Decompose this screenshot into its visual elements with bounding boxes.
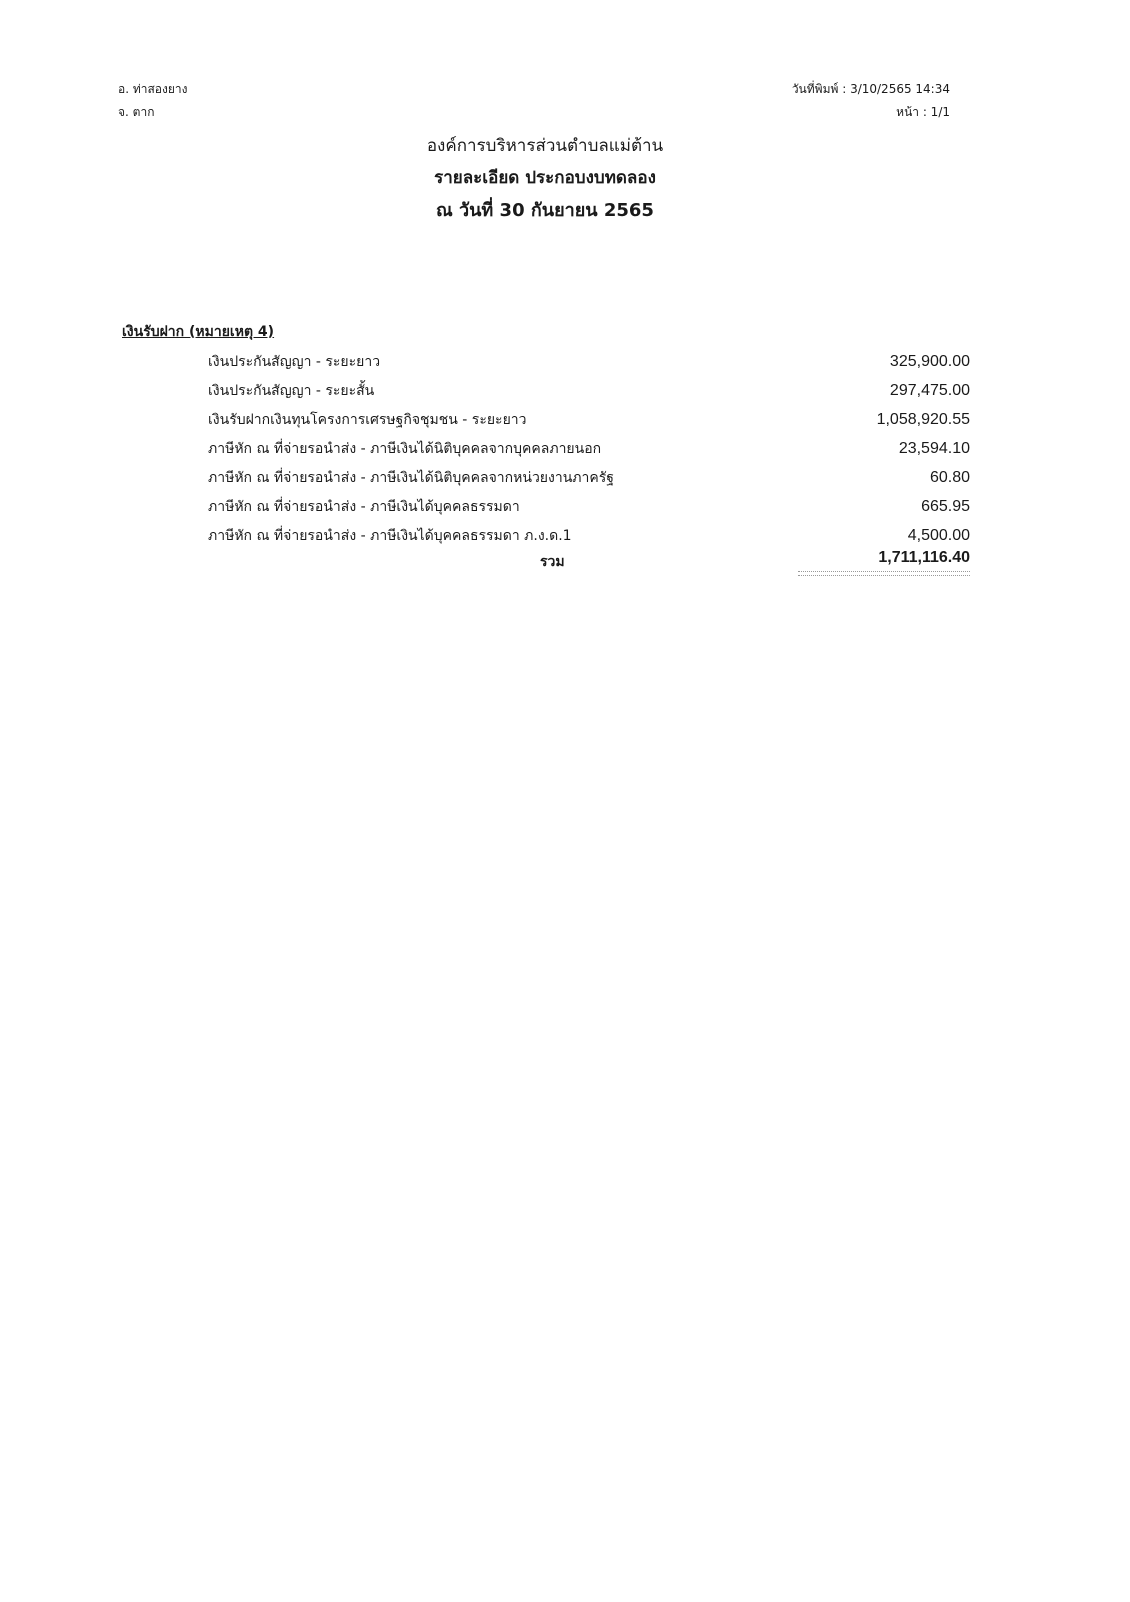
- item-amount: 4,500.00: [907, 526, 970, 544]
- report-titles: [0, 130, 1090, 228]
- item-label: เงินประกันสัญญา - ระยะสั้น: [208, 382, 375, 399]
- page-number-text: หน้า : 1/1: [896, 105, 950, 119]
- item-label: ภาษีหัก ณ ที่จ่ายรอนำส่ง - ภาษีเงินได้บุคคลธรรมดา ภ.ง.ด.1: [208, 527, 572, 544]
- list-item: [208, 492, 970, 521]
- province-text: จ. ตาก: [118, 105, 155, 119]
- list-item: [208, 347, 970, 376]
- item-amount: 60.80: [929, 468, 970, 486]
- header-print-info: [792, 78, 950, 124]
- item-label: ภาษีหัก ณ ที่จ่ายรอนำส่ง - ภาษีเงินได้นิติบุคคลจากบุคคลภายนอก: [208, 440, 602, 457]
- item-amount: 1,058,920.55: [876, 410, 970, 428]
- item-amount: 23,594.10: [898, 439, 970, 457]
- report-title: รายละเอียด ประกอบงบทดลอง: [434, 168, 656, 188]
- total-double-underline: [798, 571, 970, 576]
- item-amount: 665.95: [921, 497, 970, 515]
- list-item: [208, 463, 970, 492]
- item-amount: 297,475.00: [889, 381, 970, 399]
- total-amount: 1,711,116.40: [878, 549, 970, 566]
- item-label: เงินรับฝากเงินทุนโครงการเศรษฐกิจชุมชน - ระยะยาว: [208, 411, 527, 428]
- section-heading: เงินรับฝาก (หมายเหตุ 4): [122, 324, 275, 340]
- list-item: [208, 376, 970, 405]
- organization-name: องค์การบริหารส่วนตำบลแม่ต้าน: [426, 136, 664, 156]
- header-location: [118, 78, 188, 124]
- list-item: [208, 434, 970, 463]
- deposit-items-list: [208, 347, 970, 550]
- list-item: [208, 405, 970, 434]
- item-label: เงินประกันสัญญา - ระยะยาว: [208, 353, 381, 370]
- item-label: ภาษีหัก ณ ที่จ่ายรอนำส่ง - ภาษีเงินได้นิติบุคคลจากหน่วยงานภาครัฐ: [208, 469, 614, 486]
- total-row: [208, 547, 970, 576]
- list-item: [208, 521, 970, 550]
- item-label: ภาษีหัก ณ ที่จ่ายรอนำส่ง - ภาษีเงินได้บุคคลธรรมดา: [208, 498, 520, 515]
- total-label: รวม: [540, 554, 565, 570]
- item-amount: 325,900.00: [889, 352, 970, 370]
- print-date-text: วันที่พิมพ์ : 3/10/2565 14:34: [791, 82, 950, 96]
- district-text: อ. ท่าสองยาง: [118, 82, 188, 96]
- report-date: ณ วันที่ 30 กันยายน 2565: [436, 200, 654, 221]
